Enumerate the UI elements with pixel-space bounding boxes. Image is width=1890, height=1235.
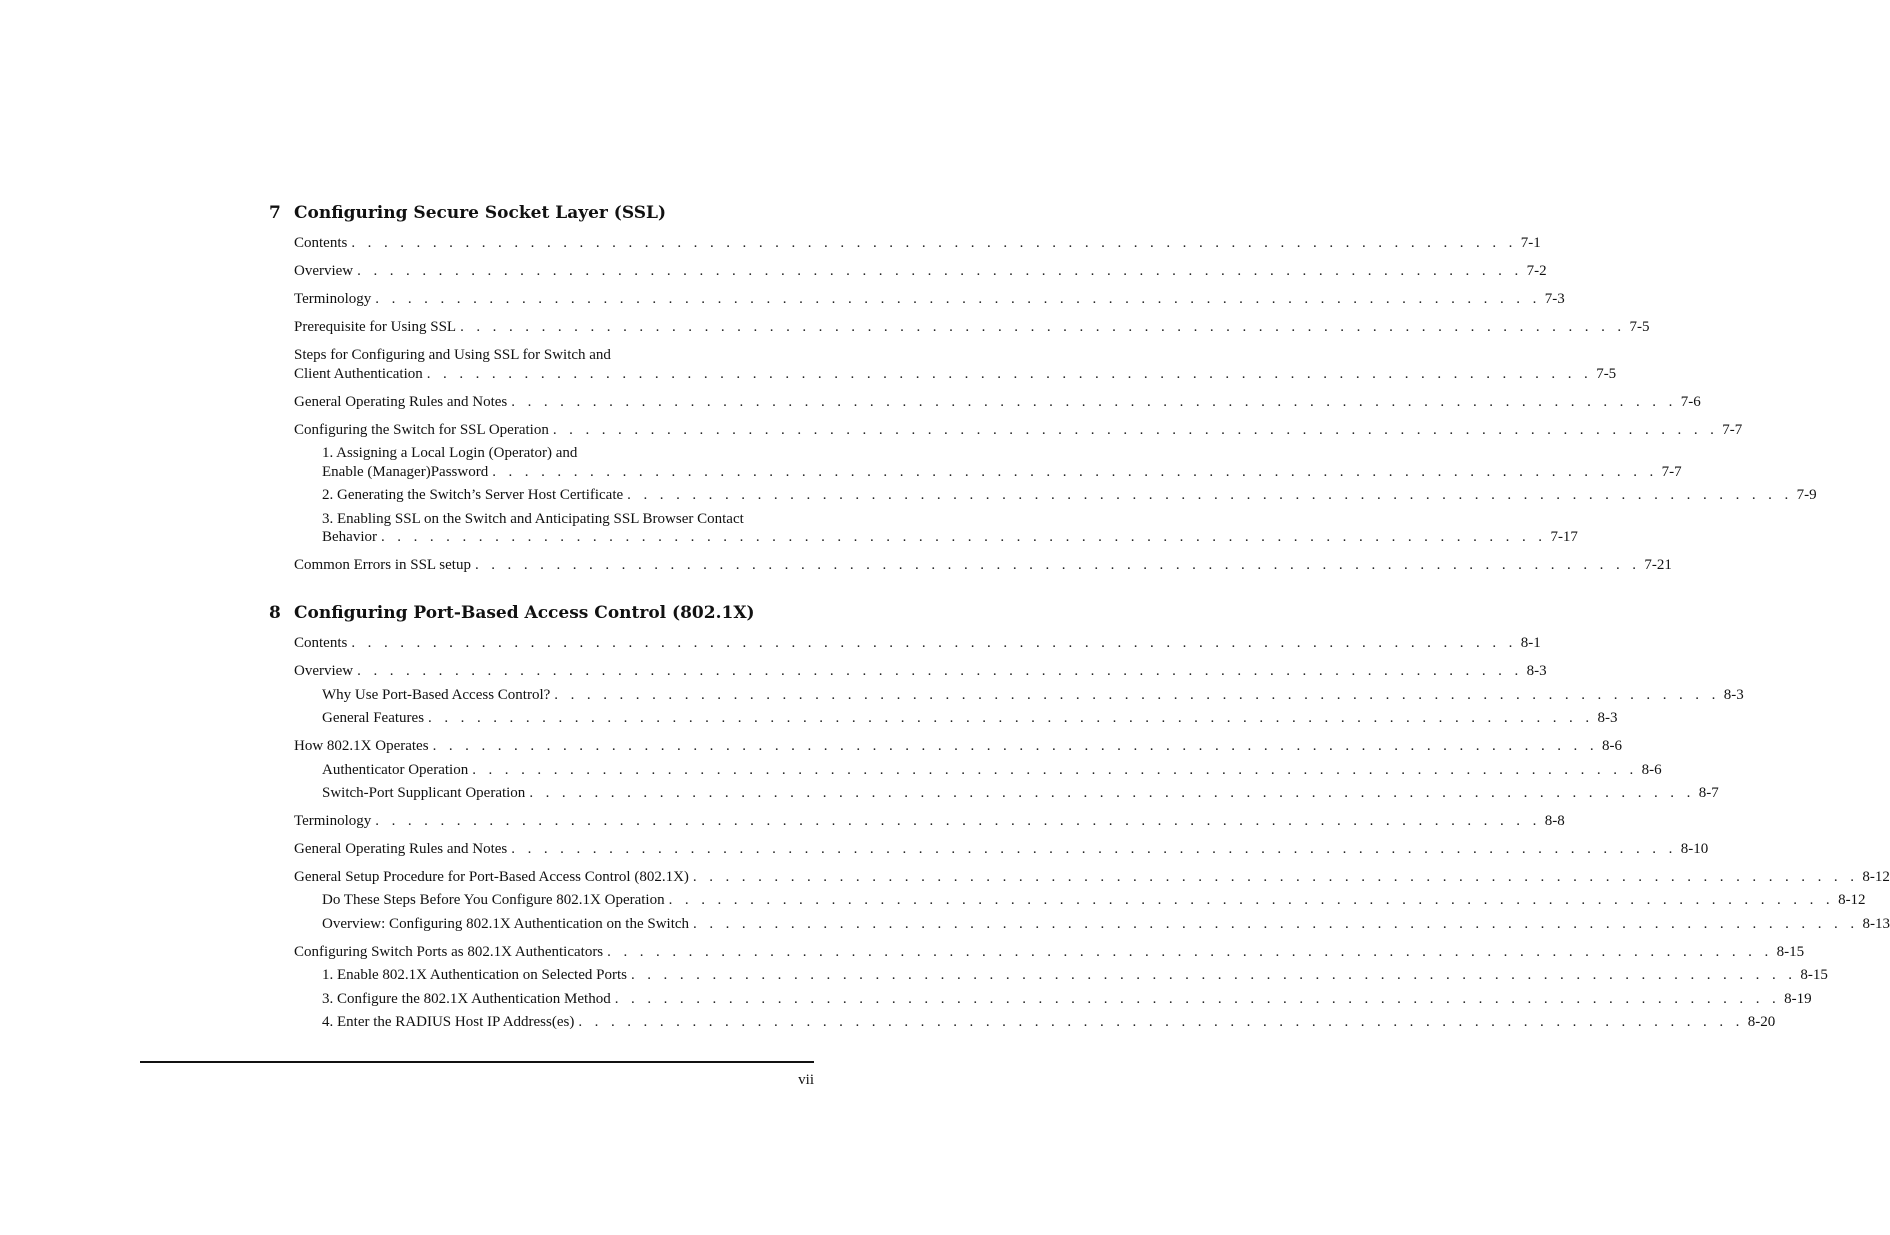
dot-leader: . . . . . . . . . . . . . . . . . . . . . . . . . . . . . . . . . . . . . . . . . . . . . . . . . . . . . . . . . . . . . . . . . . . . . . . .: [460, 319, 1626, 335]
toc-entry[interactable]: [294, 393, 1701, 412]
dot-leader: . . . . . . . . . . . . . . . . . . . . . . . . . . . . . . . . . . . . . . . . . . . . . . . . . . . . . . . . . . . . . . . . . . . . . . . .: [472, 762, 1638, 778]
toc-entry-page: 7-9: [1796, 487, 1817, 503]
toc-entry[interactable]: [294, 234, 1541, 253]
toc-entry-page: 7-5: [1629, 319, 1650, 335]
toc-entry[interactable]: [294, 318, 1650, 337]
toc-entry-page: 8-3: [1526, 663, 1547, 679]
toc-entry-title: Contents: [294, 235, 348, 251]
toc-entry[interactable]: [322, 709, 1618, 728]
chapter-title: Configuring Port-Based Access Control (802.1X): [294, 603, 755, 623]
dot-leader: . . . . . . . . . . . . . . . . . . . . . . . . . . . . . . . . . . . . . . . . . . . . . . . . . . . . . . . . . . . . . . . . . . . . . . . .: [693, 916, 1859, 932]
toc-entry-page: 8-7: [1698, 785, 1719, 801]
chapter-8-heading: [269, 603, 755, 623]
toc-entry-page: 7-3: [1544, 291, 1565, 307]
dot-leader: . . . . . . . . . . . . . . . . . . . . . . . . . . . . . . . . . . . . . . . . . . . . . . . . . . . . . . . . . . . . . . . . . . . . . . . .: [428, 710, 1594, 726]
toc-entry[interactable]: [294, 812, 1565, 831]
dot-leader: . . . . . . . . . . . . . . . . . . . . . . . . . . . . . . . . . . . . . . . . . . . . . . . . . . . . . . . . . . . . . . . . . . . . . . . .: [492, 464, 1658, 480]
toc-entry-page: 7-2: [1526, 263, 1547, 279]
toc-entry[interactable]: [294, 634, 1541, 653]
toc-entry-title: 1. Enable 802.1X Authentication on Selected Ports: [322, 967, 627, 983]
toc-entry[interactable]: [322, 891, 1866, 910]
dot-leader: . . . . . . . . . . . . . . . . . . . . . . . . . . . . . . . . . . . . . . . . . . . . . . . . . . . . . . . . . . . . . . . . . . . . . . . .: [375, 813, 1541, 829]
toc-entry-title: General Operating Rules and Notes: [294, 394, 508, 410]
toc-entry-title: Do These Steps Before You Configure 802.1X Operation: [322, 892, 665, 908]
toc-entry-title: General Setup Procedure for Port-Based Access Control (802.1X): [294, 869, 689, 885]
toc-entry-page: 7-5: [1596, 366, 1617, 382]
toc-entry-page: 8-15: [1776, 944, 1805, 960]
chapter-number: 7: [269, 203, 281, 223]
toc-entry-title: 2. Generating the Switch’s Server Host Certificate: [322, 487, 624, 503]
toc-entry[interactable]: [322, 761, 1662, 780]
toc-entry[interactable]: [322, 1013, 1776, 1032]
toc-entry-title: Overview: Configuring 802.1X Authentication on the Switch: [322, 916, 690, 932]
toc-entry-page: 8-12: [1838, 892, 1866, 908]
toc-entry-title: Configuring Switch Ports as 802.1X Authenticators: [294, 944, 604, 960]
dot-leader: . . . . . . . . . . . . . . . . . . . . . . . . . . . . . . . . . . . . . . . . . . . . . . . . . . . . . . . . . . . . . . . . . . . . . . . .: [511, 394, 1677, 410]
toc-entry[interactable]: [322, 463, 1682, 482]
chapter-title: Configuring Secure Socket Layer (SSL): [294, 203, 666, 223]
dot-leader: . . . . . . . . . . . . . . . . . . . . . . . . . . . . . . . . . . . . . . . . . . . . . . . . . . . . . . . . . . . . . . . . . . . . . . . .: [692, 869, 1859, 885]
toc-entry-title-line1[interactable]: 1. Assigning a Local Login (Operator) and: [322, 445, 578, 461]
toc-entry[interactable]: [294, 290, 1565, 309]
toc-entry[interactable]: [294, 556, 1672, 575]
toc-entry[interactable]: [322, 486, 1817, 505]
toc-entry-page: 7-7: [1661, 464, 1682, 480]
toc-entry-page: 7-17: [1550, 529, 1578, 545]
dot-leader: . . . . . . . . . . . . . . . . . . . . . . . . . . . . . . . . . . . . . . . . . . . . . . . . . . . . . . . . . . . . . . . . . . . . . . . .: [627, 487, 1793, 503]
toc-entry-page: 8-19: [1784, 991, 1812, 1007]
footer-divider: [140, 1061, 814, 1063]
dot-leader: . . . . . . . . . . . . . . . . . . . . . . . . . . . . . . . . . . . . . . . . . . . . . . . . . . . . . . . . . . . . . . . . . . . . . . . .: [552, 422, 1719, 438]
toc-entry[interactable]: [322, 966, 1828, 985]
toc-entry[interactable]: [322, 915, 1890, 934]
dot-leader: . . . . . . . . . . . . . . . . . . . . . . . . . . . . . . . . . . . . . . . . . . . . . . . . . . . . . . . . . . . . . . . . . . . . . . . .: [554, 687, 1720, 703]
toc-entry-title-line1[interactable]: 3. Enabling SSL on the Switch and Anticipating SSL Browser Contact: [322, 511, 744, 527]
toc-entry[interactable]: [294, 365, 1617, 384]
dot-leader: . . . . . . . . . . . . . . . . . . . . . . . . . . . . . . . . . . . . . . . . . . . . . . . . . . . . . . . . . . . . . . . . . . . . . . . .: [614, 991, 1781, 1007]
dot-leader: . . . . . . . . . . . . . . . . . . . . . . . . . . . . . . . . . . . . . . . . . . . . . . . . . . . . . . . . . . . . . . . . . . . . . . . .: [351, 235, 1517, 251]
toc-entry-page: 7-7: [1722, 422, 1743, 438]
toc-entry[interactable]: [294, 662, 1547, 681]
toc-entry-page: 8-8: [1544, 813, 1565, 829]
toc-entry-page: 8-6: [1641, 762, 1662, 778]
toc-entry-page: 7-1: [1520, 235, 1541, 251]
toc-entry-title: Overview: [294, 263, 354, 279]
toc-entry[interactable]: [322, 686, 1744, 705]
toc-entry-title: Configuring the Switch for SSL Operation: [294, 422, 549, 438]
toc-entry-title: Authenticator Operation: [322, 762, 469, 778]
toc-entry[interactable]: [322, 528, 1578, 547]
dot-leader: . . . . . . . . . . . . . . . . . . . . . . . . . . . . . . . . . . . . . . . . . . . . . . . . . . . . . . . . . . . . . . . . . . . . . . . .: [351, 635, 1517, 651]
toc-entry[interactable]: [322, 990, 1812, 1009]
toc-entry-page: 8-1: [1520, 635, 1541, 651]
dot-leader: . . . . . . . . . . . . . . . . . . . . . . . . . . . . . . . . . . . . . . . . . . . . . . . . . . . . . . . . . . . . . . . . . . . . . . . .: [432, 738, 1599, 754]
page-number: vii: [798, 1072, 814, 1088]
dot-leader: . . . . . . . . . . . . . . . . . . . . . . . . . . . . . . . . . . . . . . . . . . . . . . . . . . . . . . . . . . . . . . . . . . . . . . . .: [529, 785, 1695, 801]
dot-leader: . . . . . . . . . . . . . . . . . . . . . . . . . . . . . . . . . . . . . . . . . . . . . . . . . . . . . . . . . . . . . . . . . . . . . . . .: [426, 366, 1593, 382]
dot-leader: . . . . . . . . . . . . . . . . . . . . . . . . . . . . . . . . . . . . . . . . . . . . . . . . . . . . . . . . . . . . . . . . . . . . . . . .: [375, 291, 1541, 307]
toc-entry-page: 8-20: [1747, 1014, 1776, 1030]
toc-entry[interactable]: [294, 868, 1890, 887]
dot-leader: . . . . . . . . . . . . . . . . . . . . . . . . . . . . . . . . . . . . . . . . . . . . . . . . . . . . . . . . . . . . . . . . . . . . . . . .: [511, 841, 1677, 857]
dot-leader: . . . . . . . . . . . . . . . . . . . . . . . . . . . . . . . . . . . . . . . . . . . . . . . . . . . . . . . . . . . . . . . . . . . . . . . .: [380, 529, 1547, 545]
toc-entry-title: Contents: [294, 635, 348, 651]
toc-entry-page: 7-21: [1644, 557, 1672, 573]
toc-entry-page: 8-15: [1800, 967, 1828, 983]
toc-entry-title: Prerequisite for Using SSL: [294, 319, 457, 335]
toc-entry-title: Terminology: [294, 291, 372, 307]
toc-entry[interactable]: [322, 784, 1719, 803]
toc-entry-title: Terminology: [294, 813, 372, 829]
toc-entry-page: 8-12: [1862, 869, 1890, 885]
dot-leader: . . . . . . . . . . . . . . . . . . . . . . . . . . . . . . . . . . . . . . . . . . . . . . . . . . . . . . . . . . . . . . . . . . . . . . . .: [357, 663, 1523, 679]
toc-entry[interactable]: [294, 840, 1709, 859]
toc-entry-page: 8-13: [1862, 916, 1890, 932]
toc-entry-title-line1[interactable]: Steps for Configuring and Using SSL for Switch and: [294, 347, 611, 363]
toc-entry[interactable]: [294, 737, 1623, 756]
toc-entry-title: How 802.1X Operates: [294, 738, 429, 754]
toc-entry-title: Enable (Manager)Password: [322, 464, 489, 480]
toc-entry-title: Overview: [294, 663, 354, 679]
toc-entry-title: Switch-Port Supplicant Operation: [322, 785, 526, 801]
toc-entry-page: 8-3: [1723, 687, 1744, 703]
toc-entry-page: 8-6: [1602, 738, 1623, 754]
toc-entry-title: General Operating Rules and Notes: [294, 841, 508, 857]
dot-leader: . . . . . . . . . . . . . . . . . . . . . . . . . . . . . . . . . . . . . . . . . . . . . . . . . . . . . . . . . . . . . . . . . . . . . . . .: [668, 892, 1835, 908]
toc-entry-title: Common Errors in SSL setup: [294, 557, 471, 573]
dot-leader: . . . . . . . . . . . . . . . . . . . . . . . . . . . . . . . . . . . . . . . . . . . . . . . . . . . . . . . . . . . . . . . . . . . . . . . .: [578, 1014, 1744, 1030]
dot-leader: . . . . . . . . . . . . . . . . . . . . . . . . . . . . . . . . . . . . . . . . . . . . . . . . . . . . . . . . . . . . . . . . . . . . . . . .: [474, 557, 1641, 573]
chapter-7-heading: [269, 203, 666, 223]
dot-leader: . . . . . . . . . . . . . . . . . . . . . . . . . . . . . . . . . . . . . . . . . . . . . . . . . . . . . . . . . . . . . . . . . . . . . . . .: [357, 263, 1523, 279]
chapter-number: 8: [269, 603, 281, 623]
toc-entry-title: Client Authentication: [294, 366, 423, 382]
toc-entry[interactable]: [294, 421, 1743, 440]
toc-entry-page: 7-6: [1680, 394, 1701, 410]
toc-entry-title: Behavior: [322, 529, 377, 545]
toc-entry[interactable]: [294, 943, 1805, 962]
toc-entry[interactable]: [294, 262, 1547, 281]
toc-entry-title: 3. Configure the 802.1X Authentication Method: [322, 991, 611, 1007]
dot-leader: . . . . . . . . . . . . . . . . . . . . . . . . . . . . . . . . . . . . . . . . . . . . . . . . . . . . . . . . . . . . . . . . . . . . . . . .: [607, 944, 1773, 960]
toc-entry-title: Why Use Port-Based Access Control?: [322, 687, 551, 703]
toc-entry-title: General Features: [322, 710, 425, 726]
dot-leader: . . . . . . . . . . . . . . . . . . . . . . . . . . . . . . . . . . . . . . . . . . . . . . . . . . . . . . . . . . . . . . . . . . . . . . . .: [630, 967, 1797, 983]
toc-entry-title: 4. Enter the RADIUS Host IP Address(es): [322, 1014, 575, 1030]
toc-entry-page: 8-3: [1597, 710, 1618, 726]
toc-entry-page: 8-10: [1680, 841, 1709, 857]
